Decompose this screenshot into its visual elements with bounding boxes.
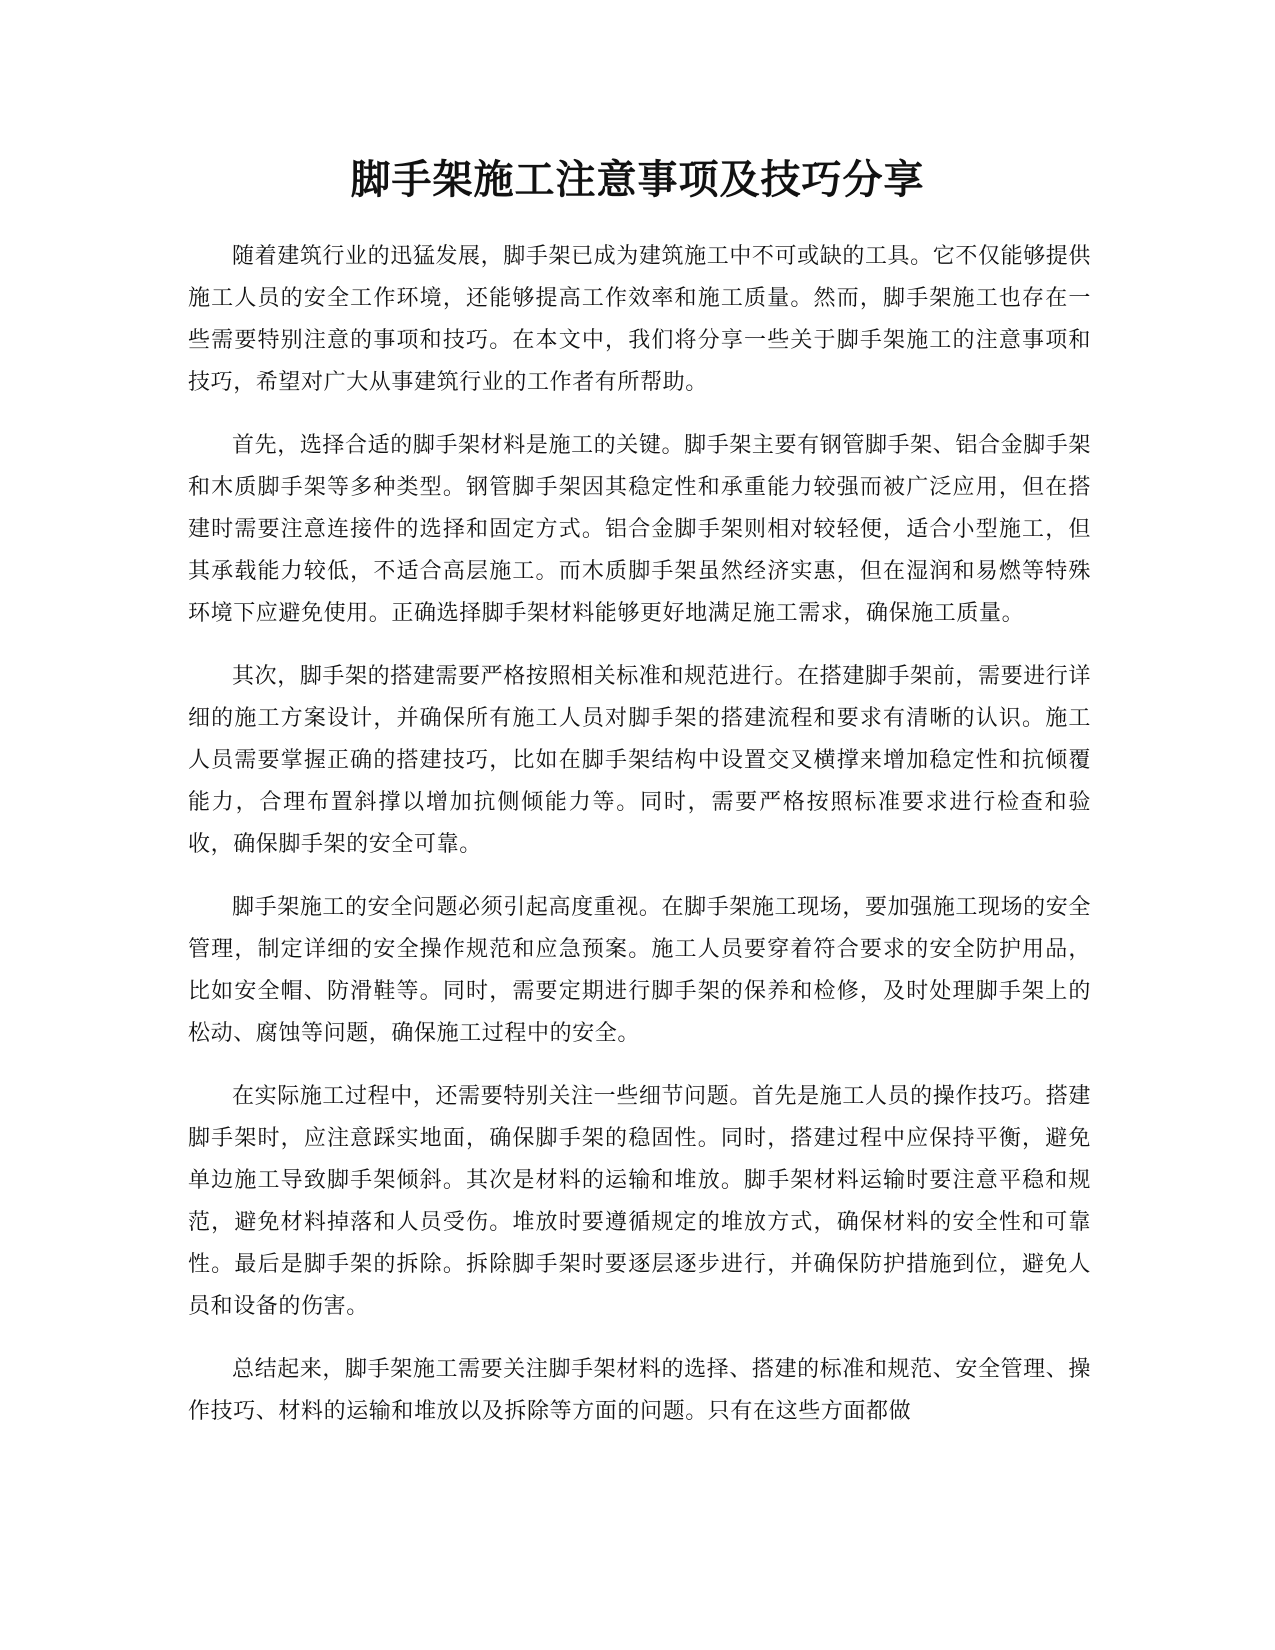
paragraph-details: 在实际施工过程中，还需要特别关注一些细节问题。首先是施工人员的操作技巧。搭建脚手架时，应注意踩实地面，确保脚手架的稳固性。同时，搭建过程中应保持平衡，避免单边施工导致脚手架倾斜。其次是材料的运输和堆放。脚手架材料运输时要注意平稳和规范，避免材料掉落和人员受伤。堆放时要遵循规定的堆放方式，确保材料的安全性和可靠性。最后是脚手架的拆除。拆除脚手架时要逐层逐步进行，并确保防护措施到位，避免人员和设备的伤害。 bbox=[188, 1084, 1091, 1319]
document-title: 脚手架施工注意事项及技巧分享 bbox=[350, 157, 925, 203]
document-body bbox=[188, 236, 1091, 1454]
paragraph-materials: 首先，选择合适的脚手架材料是施工的关键。脚手架主要有钢管脚手架、铝合金脚手架和木质脚手架等多种类型。钢管脚手架因其稳定性和承重能力较强而被广泛应用，但在搭建时需要注意连接件的选择和固定方式。铝合金脚手架则相对较轻便，适合小型施工，但其承载能力较低，不适合高层施工。而木质脚手架虽然经济实惠，但在湿润和易燃等特殊环境下应避免使用。正确选择脚手架材料能够更好地满足施工需求，确保施工质量。 bbox=[188, 433, 1091, 626]
paragraph-standards: 其次，脚手架的搭建需要严格按照相关标准和规范进行。在搭建脚手架前，需要进行详细的施工方案设计，并确保所有施工人员对脚手架的搭建流程和要求有清晰的认识。施工人员需要掌握正确的搭建技巧，比如在脚手架结构中设置交叉横撑来增加稳定性和抗倾覆能力，合理布置斜撑以增加抗侧倾能力等。同时，需要严格按照标准要求进行检查和验收，确保脚手架的安全可靠。 bbox=[188, 664, 1091, 857]
paragraph-intro: 随着建筑行业的迅猛发展，脚手架已成为建筑施工中不可或缺的工具。它不仅能够提供施工人员的安全工作环境，还能够提高工作效率和施工质量。然而，脚手架施工也存在一些需要特别注意的事项和技巧。在本文中，我们将分享一些关于脚手架施工的注意事项和技巧，希望对广大从事建筑行业的工作者有所帮助。 bbox=[188, 244, 1091, 395]
paragraph-summary: 总结起来，脚手架施工需要关注脚手架材料的选择、搭建的标准和规范、安全管理、操作技巧、材料的运输和堆放以及拆除等方面的问题。只有在这些方面都做 bbox=[188, 1357, 1091, 1424]
paragraph-safety: 脚手架施工的安全问题必须引起高度重视。在脚手架施工现场，要加强施工现场的安全管理，制定详细的安全操作规范和应急预案。施工人员要穿着符合要求的安全防护用品，比如安全帽、防滑鞋等。同时，需要定期进行脚手架的保养和检修，及时处理脚手架上的松动、腐蚀等问题，确保施工过程中的安全。 bbox=[188, 895, 1091, 1046]
